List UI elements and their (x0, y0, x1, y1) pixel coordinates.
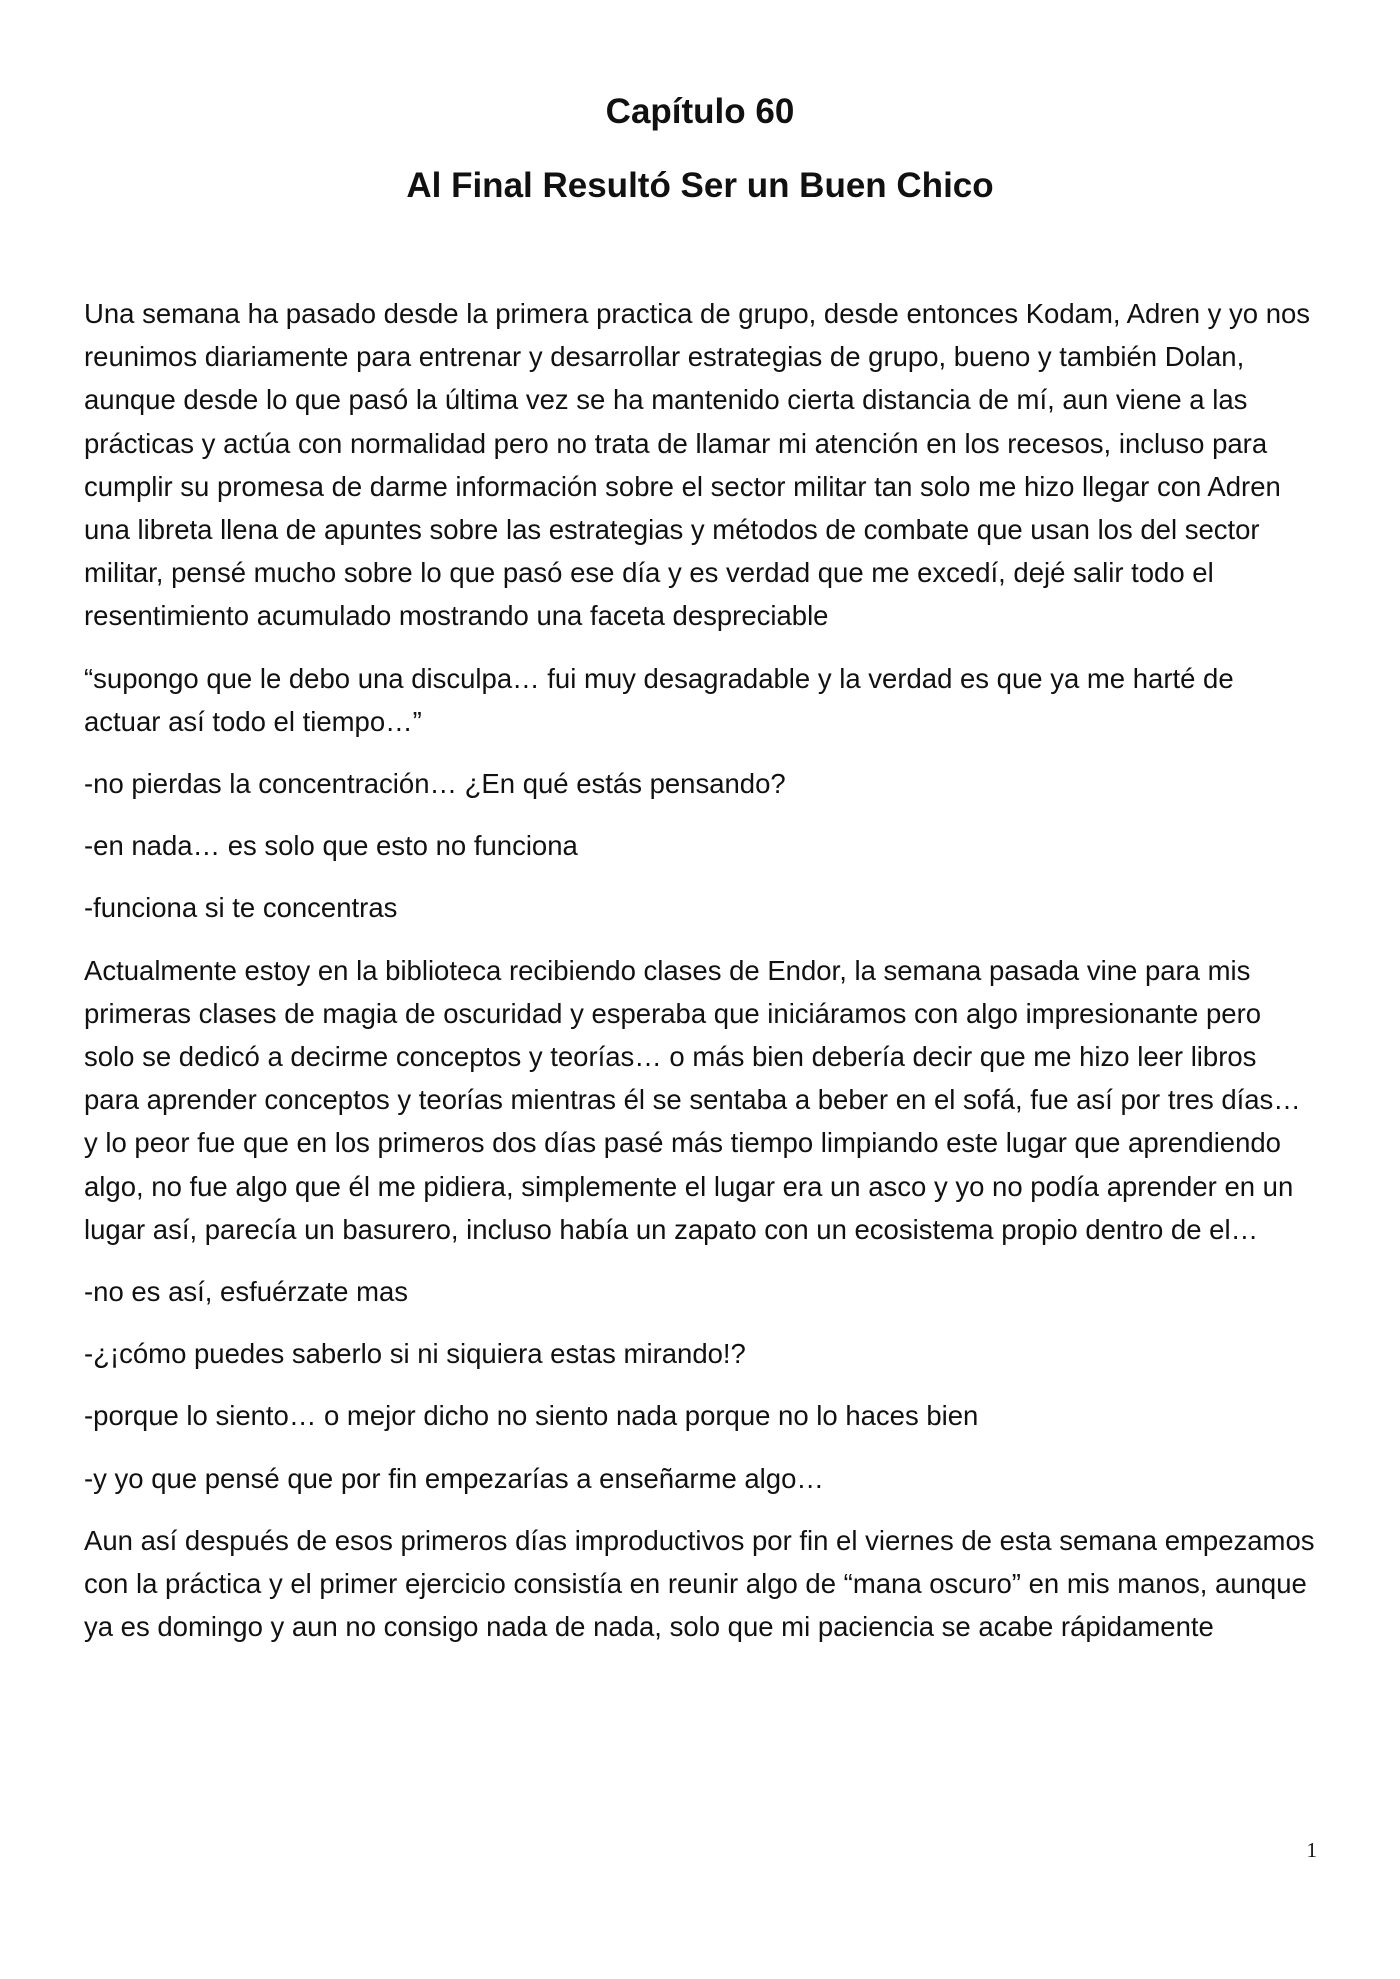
paragraph: -no pierdas la concentración… ¿En qué estás pensando? (84, 768, 786, 800)
paragraph: Una semana ha pasado desde la primera practica de grupo, desde entonces Kodam, Adren y yo nos reunimos diariamente para entrenar y desarrollar estrategias de grupo, bueno y también Dolan, aunque desde lo que pasó la última vez se ha mantenido cierta distancia de mí, aun viene a las prácticas y actúa con normalidad pero no trata de llamar mi atención en los recesos, incluso para cumplir su promesa de darme información sobre el sector militar tan solo me hizo llegar con Adren una libreta llena de apuntes sobre las estrategias y métodos de combate que usan los del sector militar, pensé mucho sobre lo que pasó ese día y es verdad que me excedí, dejé salir todo el resentimiento acumulado mostrando una faceta despreciable (84, 298, 1311, 632)
paragraph: -¿¡cómo puedes saberlo si ni siquiera estas mirando!? (84, 1338, 746, 1370)
chapter-title: Al Final Resultó Ser un Buen Chico (406, 166, 994, 205)
paragraph: -funciona si te concentras (84, 892, 398, 924)
paragraph: -porque lo siento… o mejor dicho no siento nada porque no lo haces bien (84, 1400, 979, 1432)
chapter-body (84, 292, 1316, 1667)
paragraph: Actualmente estoy en la biblioteca recibiendo clases de Endor, la semana pasada vine para mis primeras clases de magia de oscuridad y esperaba que iniciáramos con algo impresionante pero solo se dedicó a decirme conceptos y teorías… o más bien debería decir que me hizo leer libros para aprender conceptos y teorías mientras él se sentaba a beber en el sofá, fue así por tres días… y lo peor fue que en los primeros dos días pasé más tiempo limpiando este lugar que aprendiendo algo, no fue algo que él me pidiera, simplemente el lugar era un asco y yo no podía aprender en un lugar así, parecía un basurero, incluso había un zapato con un ecosistema propio dentro de el… (84, 954, 1301, 1245)
paragraph: Aun así después de esos primeros días improductivos por fin el viernes de esta semana empezamos con la práctica y el primer ejercicio consistía en reunir algo de “mana oscuro” en mis manos, aunque ya es domingo y aun no consigo nada de nada, solo que mi paciencia se acabe rápidamente (84, 1524, 1315, 1643)
chapter-number: Capítulo 60 (605, 92, 795, 131)
paragraph: -y yo que pensé que por fin empezarías a enseñarme algo… (84, 1462, 824, 1494)
page-number: 1 (1306, 1838, 1317, 1862)
paragraph: “supongo que le debo una disculpa… fui muy desagradable y la verdad es que ya me harté de actuar así todo el tiempo…” (84, 662, 1234, 737)
paragraph: -no es así, esfuérzate mas (84, 1276, 409, 1308)
paragraph: -en nada… es solo que esto no funciona (84, 830, 578, 862)
